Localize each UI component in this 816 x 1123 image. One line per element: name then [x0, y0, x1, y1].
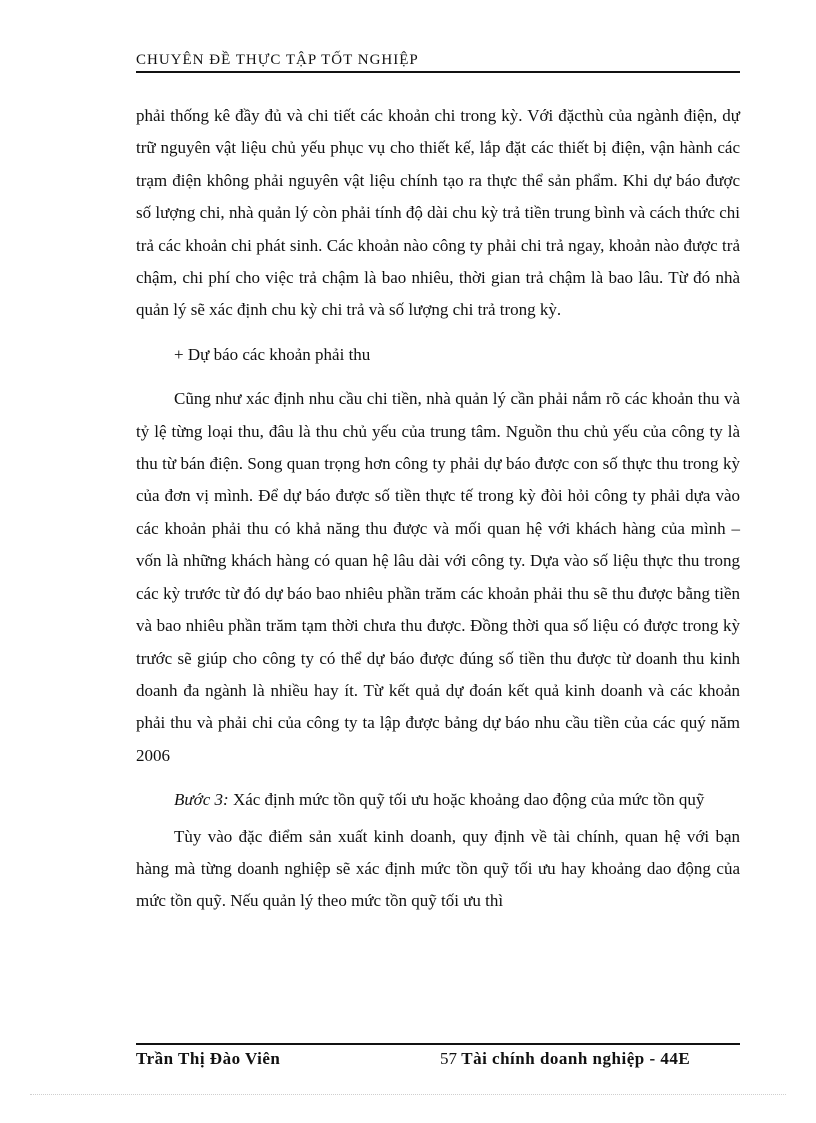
page-header	[136, 50, 740, 70]
footer-rule	[136, 1043, 740, 1045]
document-body	[136, 100, 740, 930]
step-text: Xác định mức tồn quỹ tối ưu hoặc khoảng dao động của mức tồn quỹ	[228, 790, 705, 810]
page-bottom-dotted-line	[30, 1094, 786, 1095]
subheading-receivables: + Dự báo các khoản phải thu	[174, 344, 371, 364]
paragraph-receivables: Cũng như xác định nhu cầu chi tiền, nhà quản lý cần phải nắm rõ các khoản thu và tỷ lệ từng loại thu, đâu là thu chủ yếu của trung tâm. Nguồn thu chủ yếu của công ty là thu từ bán điện. Song quan trọng hơn công ty phải dự báo được con số thực thu trong kỳ của đơn vị mình. Để dự báo được số tiền thực tế trong kỳ đòi hỏi công ty phải dựa vào các khoản phải thu có khả năng thu được và mối quan hệ với khách hàng của mình – vốn là những khách hàng có quan hệ lâu dài với công ty. Dựa vào số liệu thực thu trong các kỳ trước từ đó dự báo bao nhiêu phần trăm các khoản phải thu sẽ thu được bằng tiền và bao nhiêu phần trăm tạm thời chưa thu được. Đồng thời qua số liệu có được trong kỳ trước sẽ giúp cho công ty có thể dự báo được đúng số tiền thu được từ doanh thu kinh doanh đa ngành là nhiều hay ít. Từ kết quả dự đoán kết quả kinh doanh và các khoản phải thu và phải chi của công ty ta lập được bảng dự báo nhu cầu tiền của các quý năm 2006	[136, 389, 740, 765]
header-rule	[136, 71, 740, 73]
footer-course: Tài chính doanh nghiệp - 44E	[461, 1049, 691, 1068]
paragraph-final: Tùy vào đặc điểm sản xuất kinh doanh, quy định về tài chính, quan hệ với bạn hàng mà từng doanh nghiệp sẽ xác định mức tồn quỹ tối ưu hay khoảng dao động của mức tồn quỹ. Nếu quản lý theo mức tồn quỹ tối ưu thì	[136, 826, 740, 911]
page-number: 57	[440, 1049, 457, 1068]
paragraph-continuation: phải thống kê đầy đủ và chi tiết các khoản chi trong kỳ. Với đặcthù của ngành điện, dự trữ nguyên vật liệu chủ yếu phục vụ cho thiết kế, lắp đặt các thiết bị điện, vận hành các trạm điện không phải nguyên vật liệu chính tạo ra thực thể sản phẩm. Khi dự báo được số lượng chi, nhà quản lý còn phải tính độ dài chu kỳ trả tiền trung bình và cách thức chi trả các khoản chi phát sinh. Các khoản nào công ty phải chi trả ngay, khoản nào được trả chậm, chi phí cho việc trả chậm là bao nhiêu, thời gian trả chậm là bao lâu. Từ đó nhà quản lý sẽ xác định chu kỳ chi trả và số lượng chi trả trong kỳ.	[136, 106, 740, 320]
footer-author: Trần Thị Đào Viên	[136, 1049, 281, 1068]
step-label: Bước 3:	[174, 790, 229, 810]
footer-page-info	[440, 1048, 690, 1070]
header-title: CHUYÊN ĐỀ THỰC TẬP TỐT NGHIỆP	[136, 52, 419, 68]
step-heading	[136, 784, 740, 816]
